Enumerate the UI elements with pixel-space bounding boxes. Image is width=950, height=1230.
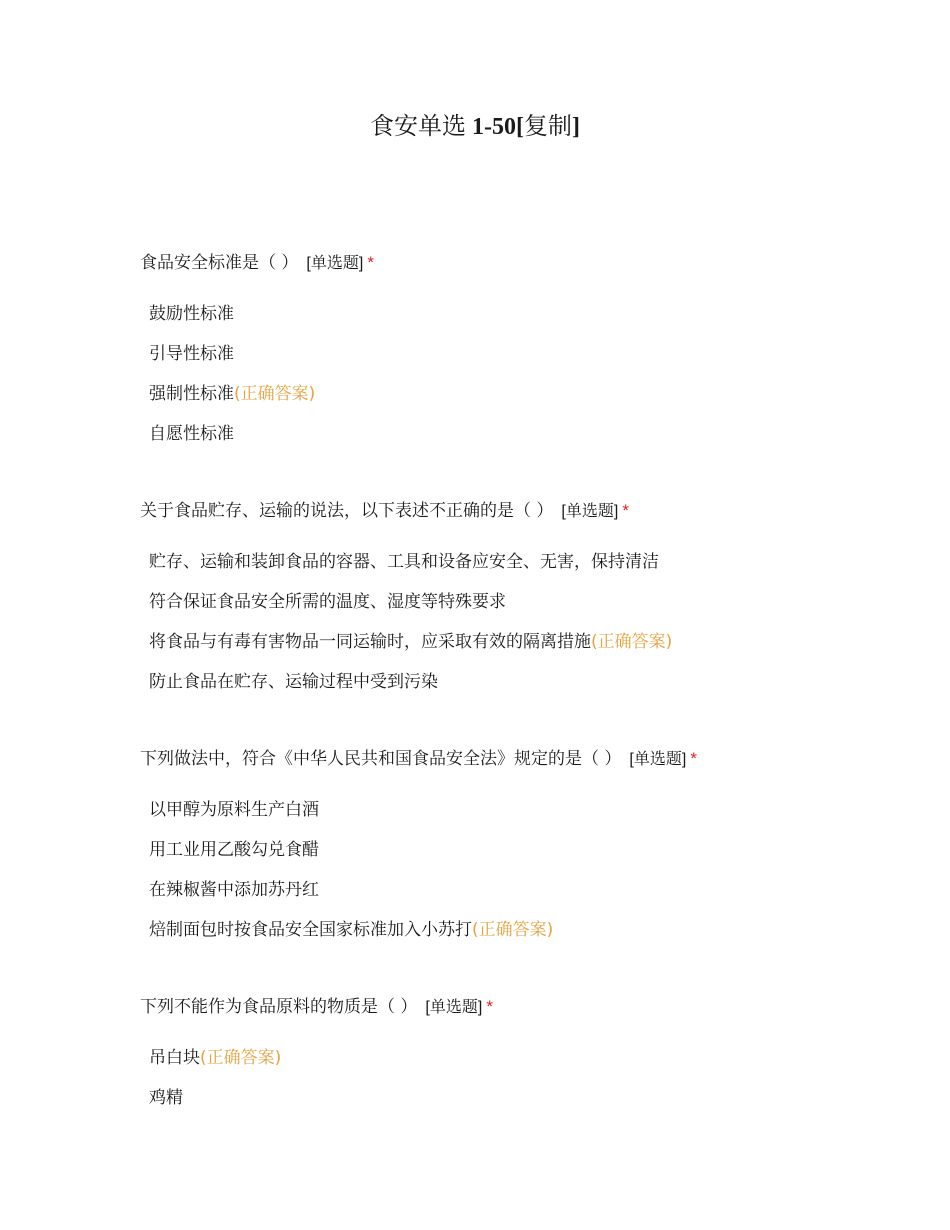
option-item[interactable] bbox=[140, 1038, 920, 1078]
option-item[interactable] bbox=[140, 910, 920, 950]
option-item[interactable] bbox=[140, 1078, 920, 1118]
question-title bbox=[140, 496, 920, 526]
question-2 bbox=[140, 496, 920, 702]
option-text: 贮存、运输和装卸食品的容器、工具和设备应安全、无害，保持清洁 bbox=[149, 552, 659, 572]
page-title-number: 1-50[ bbox=[472, 114, 524, 140]
required-mark: * bbox=[486, 997, 493, 1016]
option-text: 强制性标准 bbox=[149, 384, 234, 404]
option-text: 焙制面包时按食品安全国家标准加入小苏打 bbox=[149, 920, 472, 940]
option-item[interactable] bbox=[140, 334, 920, 374]
option-text: 将食品与有毒有害物品一同运输时，应采取有效的隔离措施 bbox=[149, 632, 591, 652]
option-item[interactable] bbox=[140, 790, 920, 830]
option-text: 用工业用乙酸勾兑食醋 bbox=[149, 840, 319, 860]
option-text: 自愿性标准 bbox=[149, 424, 234, 444]
question-title bbox=[140, 248, 920, 278]
question-title bbox=[140, 992, 920, 1022]
option-text: 以甲醇为原料生产白酒 bbox=[149, 800, 319, 820]
correct-answer-mark: (正确答案) bbox=[591, 632, 673, 652]
question-3 bbox=[140, 744, 920, 950]
question-text: 关于食品贮存、运输的说法，以下表述不正确的是（ ） bbox=[140, 501, 554, 521]
option-list bbox=[140, 542, 920, 702]
question-4 bbox=[140, 992, 920, 1118]
page-title bbox=[0, 110, 950, 144]
option-item[interactable] bbox=[140, 542, 920, 582]
question-type-label: [单选题] bbox=[561, 503, 619, 520]
option-item[interactable] bbox=[140, 662, 920, 702]
question-type-label: [单选题] bbox=[629, 751, 687, 768]
required-mark: * bbox=[690, 749, 697, 768]
option-item[interactable] bbox=[140, 374, 920, 414]
option-list bbox=[140, 1038, 920, 1118]
correct-answer-mark: (正确答案) bbox=[472, 920, 554, 940]
question-title bbox=[140, 744, 920, 774]
option-text: 鸡精 bbox=[149, 1088, 183, 1108]
option-text: 符合保证食品安全所需的温度、湿度等特殊要求 bbox=[149, 592, 506, 612]
option-item[interactable] bbox=[140, 582, 920, 622]
option-text: 吊白块 bbox=[149, 1048, 200, 1068]
option-text: 鼓励性标准 bbox=[149, 304, 234, 324]
page-title-middle: 复制 bbox=[523, 114, 572, 140]
option-item[interactable] bbox=[140, 830, 920, 870]
question-type-label: [单选题] bbox=[306, 255, 364, 272]
required-mark: * bbox=[367, 253, 374, 272]
question-text: 下列不能作为食品原料的物质是（ ） bbox=[140, 997, 418, 1017]
page-title-prefix: 食安单选 bbox=[370, 114, 472, 140]
question-type-label: [单选题] bbox=[425, 999, 483, 1016]
correct-answer-mark: (正确答案) bbox=[234, 384, 316, 404]
option-text: 防止食品在贮存、运输过程中受到污染 bbox=[149, 672, 438, 692]
option-text: 引导性标准 bbox=[149, 344, 234, 364]
option-list bbox=[140, 294, 920, 454]
question-1 bbox=[140, 248, 920, 454]
question-text: 下列做法中，符合《中华人民共和国食品安全法》规定的是（ ） bbox=[140, 749, 622, 769]
option-list bbox=[140, 790, 920, 950]
question-text: 食品安全标准是（ ） bbox=[140, 253, 299, 273]
option-item[interactable] bbox=[140, 622, 920, 662]
required-mark: * bbox=[622, 501, 629, 520]
correct-answer-mark: (正确答案) bbox=[200, 1048, 282, 1068]
question-list bbox=[140, 248, 920, 1118]
option-item[interactable] bbox=[140, 414, 920, 454]
page-title-suffix: ] bbox=[571, 114, 580, 140]
option-text: 在辣椒酱中添加苏丹红 bbox=[149, 880, 319, 900]
option-item[interactable] bbox=[140, 870, 920, 910]
option-item[interactable] bbox=[140, 294, 920, 334]
